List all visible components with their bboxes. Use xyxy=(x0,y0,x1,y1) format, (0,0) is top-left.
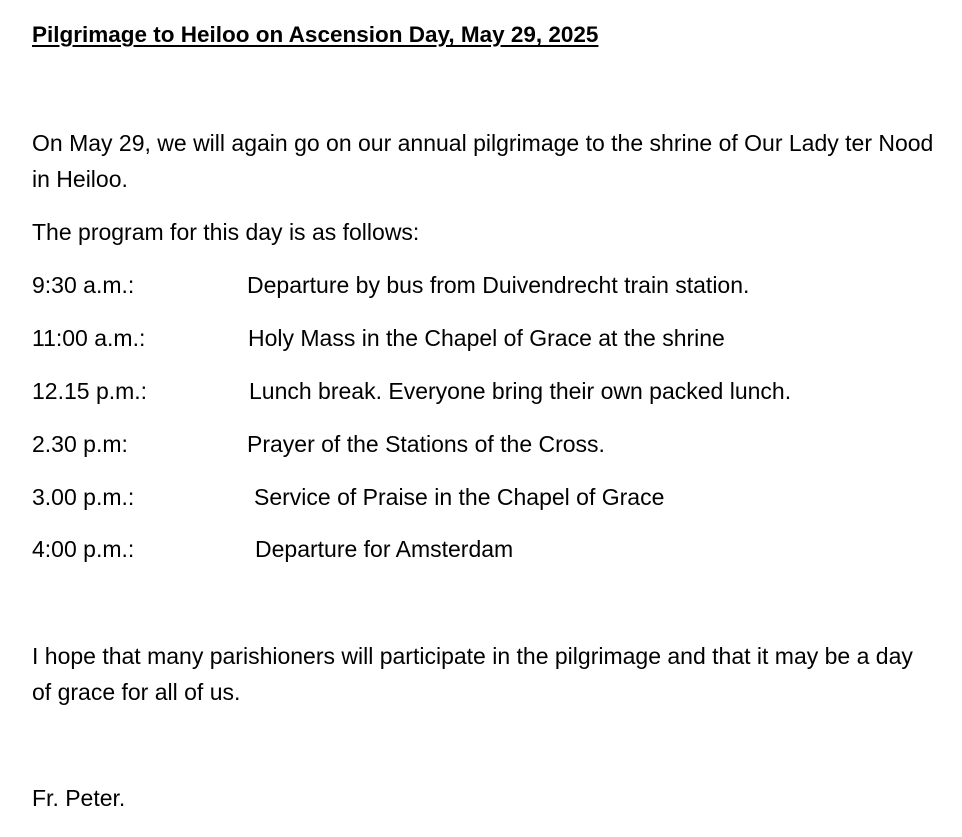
schedule-time: 9:30 a.m.: xyxy=(32,272,135,298)
schedule-time: 2.30 p.m: xyxy=(32,431,128,457)
schedule-description: Prayer of the Stations of the Cross. xyxy=(247,431,605,457)
schedule-description: Service of Praise in the Chapel of Grace xyxy=(254,484,665,510)
schedule-time: 12.15 p.m.: xyxy=(32,378,148,404)
schedule-description: Lunch break. Everyone bring their own packed lunch. xyxy=(249,378,792,404)
program-intro: The program for this day is as follows: xyxy=(32,219,420,245)
signature: Fr. Peter. xyxy=(32,785,126,811)
document-title: Pilgrimage to Heiloo on Ascension Day, May 29, 2025 xyxy=(32,22,599,47)
schedule-time: 4:00 p.m.: xyxy=(32,536,135,562)
schedule-description: Holy Mass in the Chapel of Grace at the shrine xyxy=(248,325,725,351)
schedule-time: 3.00 p.m.: xyxy=(32,484,135,510)
schedule-description: Departure for Amsterdam xyxy=(255,536,514,562)
closing-paragraph: I hope that many parishioners will participate in the pilgrimage and that it may be a day of grace for all of us. xyxy=(32,643,913,705)
intro-paragraph: On May 29, we will again go on our annual pilgrimage to the shrine of Our Lady ter Nood in Heiloo. xyxy=(32,130,934,192)
schedule-time: 11:00 a.m.: xyxy=(32,325,146,351)
schedule-description: Departure by bus from Duivendrecht train station. xyxy=(247,272,750,298)
